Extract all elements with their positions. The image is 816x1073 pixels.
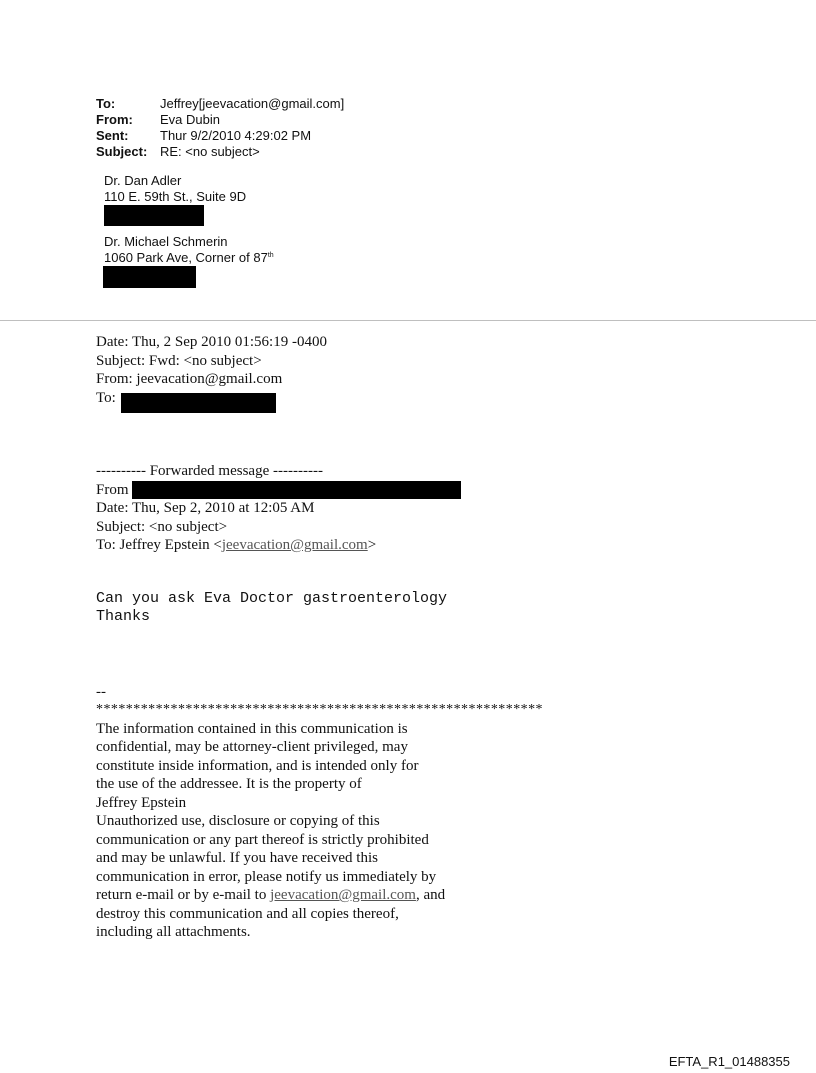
forwarded-subject: Subject: <no subject> xyxy=(96,518,228,535)
header-sent-row xyxy=(96,128,344,144)
disclaimer-line: the use of the addressee. It is the property of xyxy=(96,776,362,792)
disclaimer-line: including all attachments. xyxy=(96,924,251,940)
forwarded-date: Date: Thu, Sep 2, 2010 at 12:05 AM xyxy=(96,500,315,516)
from-value: Eva Dubin xyxy=(160,112,220,127)
doctor2-address-sup: th xyxy=(267,252,274,259)
doctor2-address-line xyxy=(104,250,274,266)
disclaimer-line: communication in error, please notify us immediately by xyxy=(96,868,437,885)
to-value: Jeffrey[jeevacation@gmail.com] xyxy=(160,96,345,111)
message-line: Thanks xyxy=(96,608,151,625)
forwarded-separator: ---------- Forwarded message ---------- xyxy=(96,463,323,479)
subject-label: Subject: xyxy=(96,144,148,159)
doctor1-block xyxy=(104,173,246,205)
original-subject: Subject: Fwd: <no subject> xyxy=(96,352,262,369)
message-line: Can you ask Eva Doctor gastroenterology xyxy=(96,590,448,607)
disclaimer-line: The information contained in this communication is xyxy=(96,720,408,737)
section-divider xyxy=(0,320,816,321)
document-id: EFTA_R1_01488355 xyxy=(668,1054,790,1069)
sent-value: Thur 9/2/2010 4:29:02 PM xyxy=(160,128,312,143)
disclaimer-return-suffix: , and xyxy=(415,887,446,903)
doctor1-address: 110 E. 59th St., Suite 9D xyxy=(104,189,247,204)
forwarded-message-header xyxy=(96,462,376,555)
signature-stars: ************************************************************ xyxy=(96,701,543,717)
signature-block xyxy=(96,683,543,942)
disclaimer-line: Unauthorized use, disclosure or copying of this xyxy=(96,813,380,829)
original-to-label: To: xyxy=(96,389,116,406)
disclaimer-return-line xyxy=(96,886,543,905)
subject-value: RE: <no subject> xyxy=(160,144,260,159)
header-subject-row xyxy=(96,144,344,160)
forwarded-to-prefix: To: Jeffrey Epstein < xyxy=(96,537,222,553)
redaction-box xyxy=(121,393,276,413)
header-to-row xyxy=(96,96,344,112)
message-body xyxy=(96,590,447,626)
forwarded-from-label: From xyxy=(96,481,129,498)
email-header xyxy=(96,96,344,160)
doctor2-name: Dr. Michael Schmerin xyxy=(104,234,228,249)
redaction-box xyxy=(104,205,204,226)
redaction-box xyxy=(103,266,196,288)
redaction-box xyxy=(132,481,461,499)
signature-dashes: -- xyxy=(96,684,106,700)
from-label: From: xyxy=(96,112,133,127)
disclaimer-line: and may be unlawful. If you have received this xyxy=(96,850,378,866)
doctor2-address: 1060 Park Ave, Corner of 87 xyxy=(104,250,268,265)
forwarded-to-line xyxy=(96,536,376,555)
disclaimer-line: confidential, may be attorney-client privileged, may xyxy=(96,739,408,755)
disclaimer-line: destroy this communication and all copies thereof, xyxy=(96,905,399,922)
forwarded-to-suffix: > xyxy=(367,537,377,553)
doctor2-block xyxy=(104,234,274,266)
disclaimer-line: communication or any part thereof is strictly prohibited xyxy=(96,831,429,848)
forwarded-to-email-link[interactable]: jeevacation@gmail.com xyxy=(221,537,368,553)
disclaimer-line: Jeffrey Epstein xyxy=(96,794,187,811)
disclaimer-line: constitute inside information, and is intended only for xyxy=(96,757,419,774)
original-from: From: jeevacation@gmail.com xyxy=(96,371,283,387)
doctor1-name: Dr. Dan Adler xyxy=(104,173,182,188)
header-from-row xyxy=(96,112,344,128)
to-label: To: xyxy=(96,96,116,111)
sent-label: Sent: xyxy=(96,128,129,143)
disclaimer-return-prefix: return e-mail or by e-mail to xyxy=(96,887,271,903)
original-date: Date: Thu, 2 Sep 2010 01:56:19 -0400 xyxy=(96,334,327,350)
disclaimer-email-link[interactable]: jeevacation@gmail.com xyxy=(270,887,416,903)
